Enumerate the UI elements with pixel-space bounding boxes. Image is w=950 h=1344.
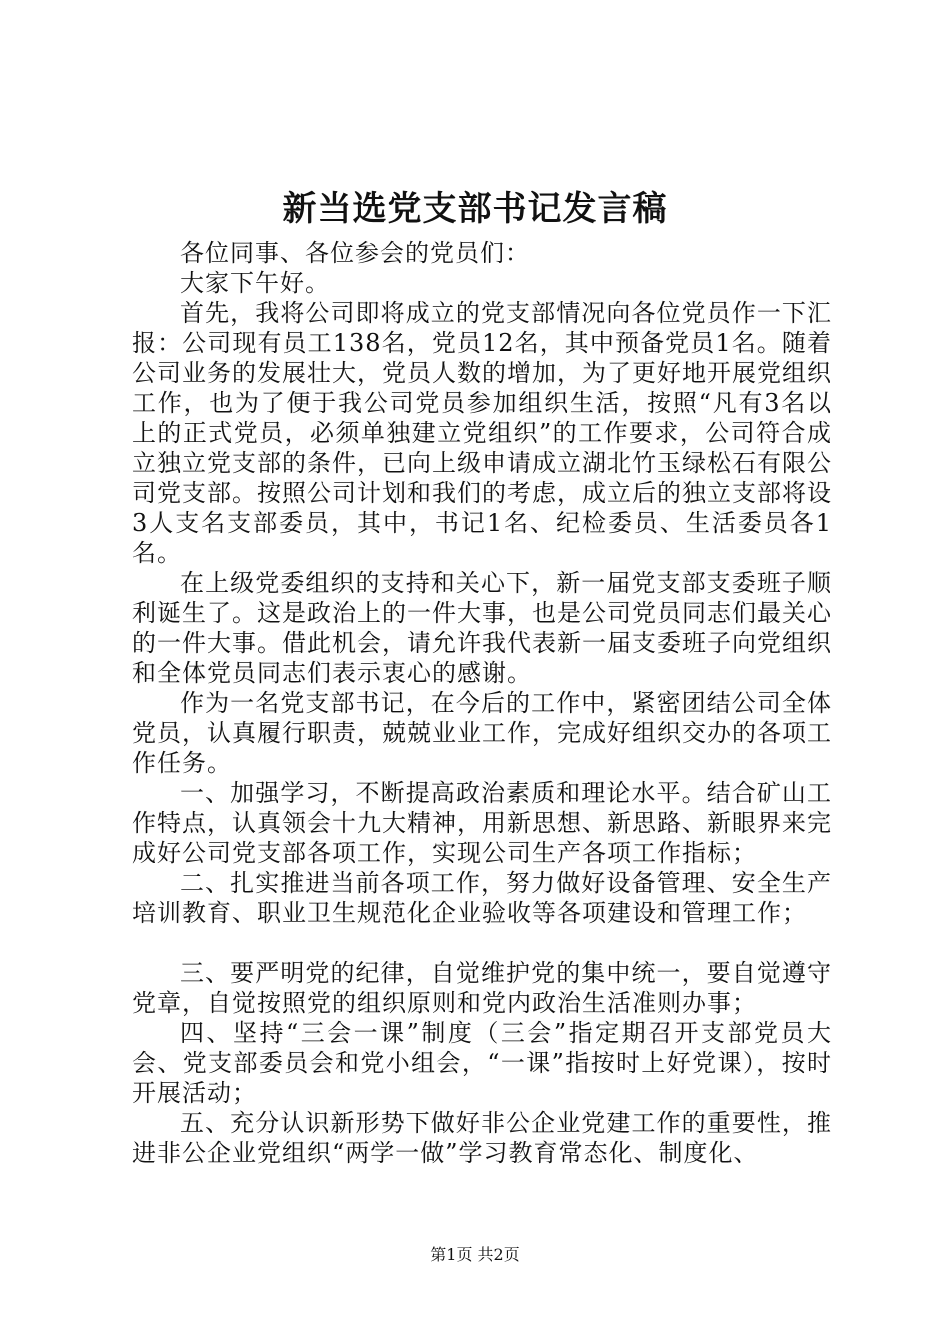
document-body: [132, 238, 832, 1168]
salutation-paragraph: 大家下午好。: [180, 269, 330, 297]
thanks-paragraph: 在上级党委组织的支持和关心下，新一届党支部支委班子顺利诞生了。这是政治上的一件大事，也是公司党员同志们最关心的一件大事。借此机会，请允许我代表新一届支委班子向党组织和全体党员同志们表示衷心的感谢。: [132, 569, 832, 687]
page-footer: 第1页 共2页: [430, 1245, 520, 1264]
point-four-paragraph: 四、坚持“三会一课”制度（三会”指定期召开支部党员大会、党支部委员会和党小组会，“一课”指按时上好党课），按时开展活动；: [132, 1019, 832, 1107]
point-five-paragraph: 五、充分认识新形势下做好非公企业党建工作的重要性，推进非公企业党组织“两学一做”学习教育常态化、制度化、: [132, 1109, 832, 1167]
point-two-paragraph: 二、扎实推进当前各项工作，努力做好设备管理、安全生产培训教育、职业卫生规范化企业验收等各项建设和管理工作；: [132, 869, 832, 927]
report-paragraph: 首先，我将公司即将成立的党支部情况向各位党员作一下汇报：公司现有员工138名，党员12名，其中预备党员1名。随着公司业务的发展壮大，党员人数的增加，为了更好地开展党组织工作，也为了便于我公司党员参加组织生活，按照“凡有3名以上的正式党员，必须单独建立党组织”的工作要求，公司符合成立独立党支部的条件，已向上级申请成立湖北竹玉绿松石有限公司党支部。按照公司计划和我们的考虑，成立后的独立支部将设3人支名支部委员，其中，书记1名、纪检委员、生活委员各1名。: [132, 299, 832, 567]
document-title: 新当选党支部书记发言稿: [282, 189, 668, 229]
blank-line: [132, 928, 832, 958]
greeting-paragraph: 各位同事、各位参会的党员们：: [180, 239, 530, 267]
point-three-paragraph: 三、要严明党的纪律，自觉维护党的集中统一，要自觉遵守党章，自觉按照党的组织原则和党内政治生活准则办事；: [132, 959, 832, 1017]
commitment-paragraph: 作为一名党支部书记，在今后的工作中，紧密团结公司全体党员，认真履行职责，兢兢业业工作，完成好组织交办的各项工作任务。: [132, 689, 832, 777]
point-one-paragraph: 一、加强学习，不断提高政治素质和理论水平。结合矿山工作特点，认真领会十九大精神，用新思想、新思路、新眼界来完成好公司党支部各项工作，实现公司生产各项工作指标；: [132, 779, 832, 867]
